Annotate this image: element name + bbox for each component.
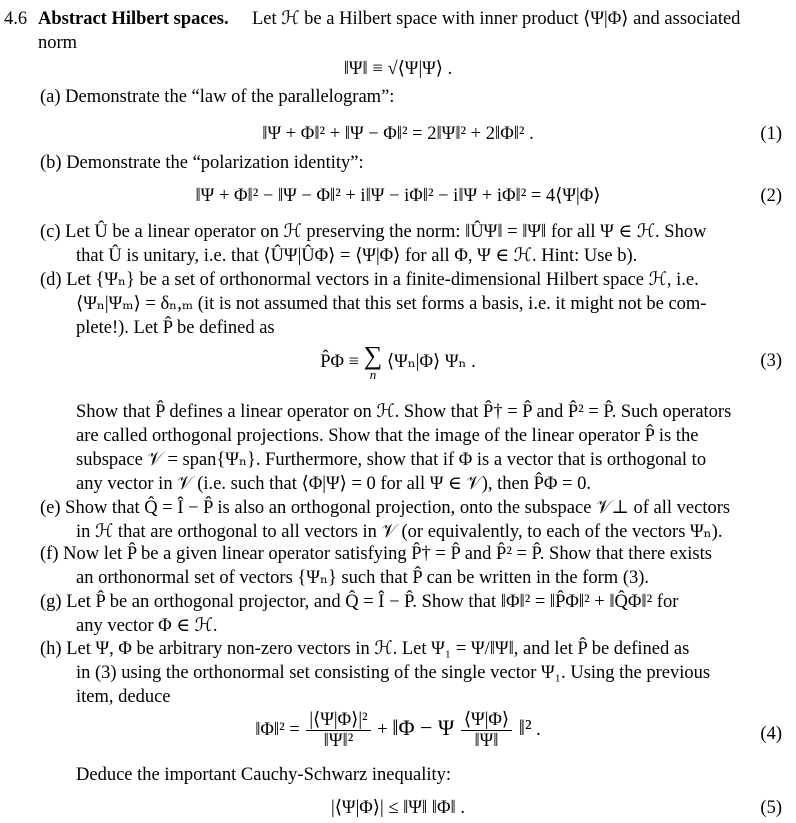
- equation-4: ‖Φ‖² = $\frac{\text{|⟨Ψ|Φ⟩|²}}{\text{‖Ψ‖²}}$ + ‖Φ − Ψ $\frac{⟨\Psi|\Phi⟩}{‖\Psi‖}$ ‖² .: [255, 710, 541, 751]
- equation-4-number: (4): [760, 724, 782, 744]
- equation-2-number: (2): [760, 186, 782, 206]
- fraction: $\frac{⟨\Psi|\Phi⟩}{‖\Psi‖}$: [461, 710, 512, 751]
- fraction: $\frac{\text{|⟨Ψ|Φ⟩|²}}{\text{‖Ψ‖²}}$: [306, 710, 370, 751]
- equation-2: ‖Ψ + Φ‖² − ‖Ψ − Φ‖² + i‖Ψ − iΦ‖² − i‖Ψ + iΦ‖² = 4⟨Ψ|Φ⟩: [195, 186, 601, 206]
- equation-5-number: (5): [760, 798, 782, 818]
- intro-text: Let ℋ be a Hilbert space with inner product ⟨Ψ|Φ⟩ and associated: [252, 9, 741, 29]
- equation-1: ‖Ψ + Φ‖² + ‖Ψ − Φ‖² = 2‖Ψ‖² + 2‖Φ‖² .: [262, 124, 534, 144]
- equation-1-number: (1): [760, 124, 782, 144]
- section-title: Abstract Hilbert spaces.: [38, 9, 229, 29]
- equation-norm: ‖Ψ‖ ≡ √⟨Ψ|Ψ⟩ .: [343, 59, 453, 79]
- equation-3: P̂Φ ≡ ∑ n ⟨Ψₙ|Φ⟩ Ψₙ .: [320, 341, 476, 382]
- document-page: 4.6 Abstract Hilbert spaces. Let ℋ be a Hilbert space with inner product ⟨Ψ|Φ⟩ and associated norm ‖Ψ‖ ≡ √⟨Ψ|Ψ⟩ . (a) Demonstrate the “law of the parallelogram”: ‖Ψ + Φ‖² + ‖Ψ − Φ‖² = 2‖Ψ‖² + 2‖Φ‖² . (1) (b) Demonstrate the “polarization identity”: ‖Ψ + Φ‖² − ‖Ψ − Φ‖² + i‖Ψ − iΦ‖² − i‖Ψ + iΦ‖² = 4⟨Ψ|Φ⟩ (2) (c) Let Û be a linear operator on ℋ preserving the norm: ‖ÛΨ‖ = ‖Ψ‖ for all Ψ ∈ ℋ. Show that Û is unitary, i.e. that ⟨ÛΨ|ÛΦ⟩ = ⟨Ψ|Φ⟩ for all Φ, Ψ ∈ ℋ. Hint: Use b). (d) Let {Ψₙ} be a set of orthonormal vectors in a finite-dimensional Hilbert space ℋ, i.e. ⟨Ψₙ|Ψₘ⟩ = δₙ,ₘ (it is not assumed that this set forms a basis, i.e. it might not be com- plete!). Let P̂ be defined as P̂Φ ≡ ∑ n ⟨Ψₙ|Φ⟩ Ψₙ . (3) Show that P̂ defines a linear operator on ℋ. Show that P̂† = P̂ and P̂² = P̂. Such operators are called orthogonal projections. Show that the image of the linear operator P̂ is the subspace 𝒱 = span{Ψₙ}. Furthermore, show that if Φ is a vector that is orthogonal to any vector in 𝒱 (i.e. such that ⟨Φ|Ψ⟩ = 0 for all Ψ ∈ 𝒱), then P̂Φ = 0. (e) Show that Q̂ = Î − P̂ is also an orthogonal projection, onto the subspace 𝒱⊥ of all vectors in ℋ that are orthogonal to all vectors in 𝒱 (or equivalently, to each of the vectors Ψₙ). (f) Now let P̂ be a given linear operator satisfying P̂† = P̂ and P̂² = P̂. Show that there exists an orthonormal set of vectors {Ψₙ} such that P̂ can be written in the form (3). (g) Let P̂ be an orthogonal projector, and Q̂ = Î − P̂. Show that ‖Φ‖² = ‖P̂Φ‖² + ‖Q̂Φ‖² for any vector Φ ∈ ℋ. (h) Let Ψ, Φ be arbitrary non-zero vectors in ℋ. Let Ψ₁ = Ψ/‖Ψ‖, and let P̂ be defined as in (3) using the orthonormal set consisting of the single vector Ψ₁. Using the previous item, deduce ‖Φ‖² = $\frac{\text{|⟨Ψ|Φ⟩|²}}{\text{‖Ψ‖²}}$ + ‖Φ − Ψ $\frac{⟨\Psi|\Phi⟩}{‖\Psi‖}$ ‖² . (4) Deduce the important Cauchy-Schwarz inequality: |⟨Ψ|Φ⟩| ≤ ‖Ψ‖ ‖Φ‖ . (5): [0, 0, 796, 823]
- equation-3-number: (3): [760, 351, 782, 371]
- summation-symbol: ∑ n: [363, 341, 383, 382]
- equation-5: |⟨Ψ|Φ⟩| ≤ ‖Ψ‖ ‖Φ‖ .: [331, 798, 465, 818]
- section-number: 4.6: [4, 9, 28, 29]
